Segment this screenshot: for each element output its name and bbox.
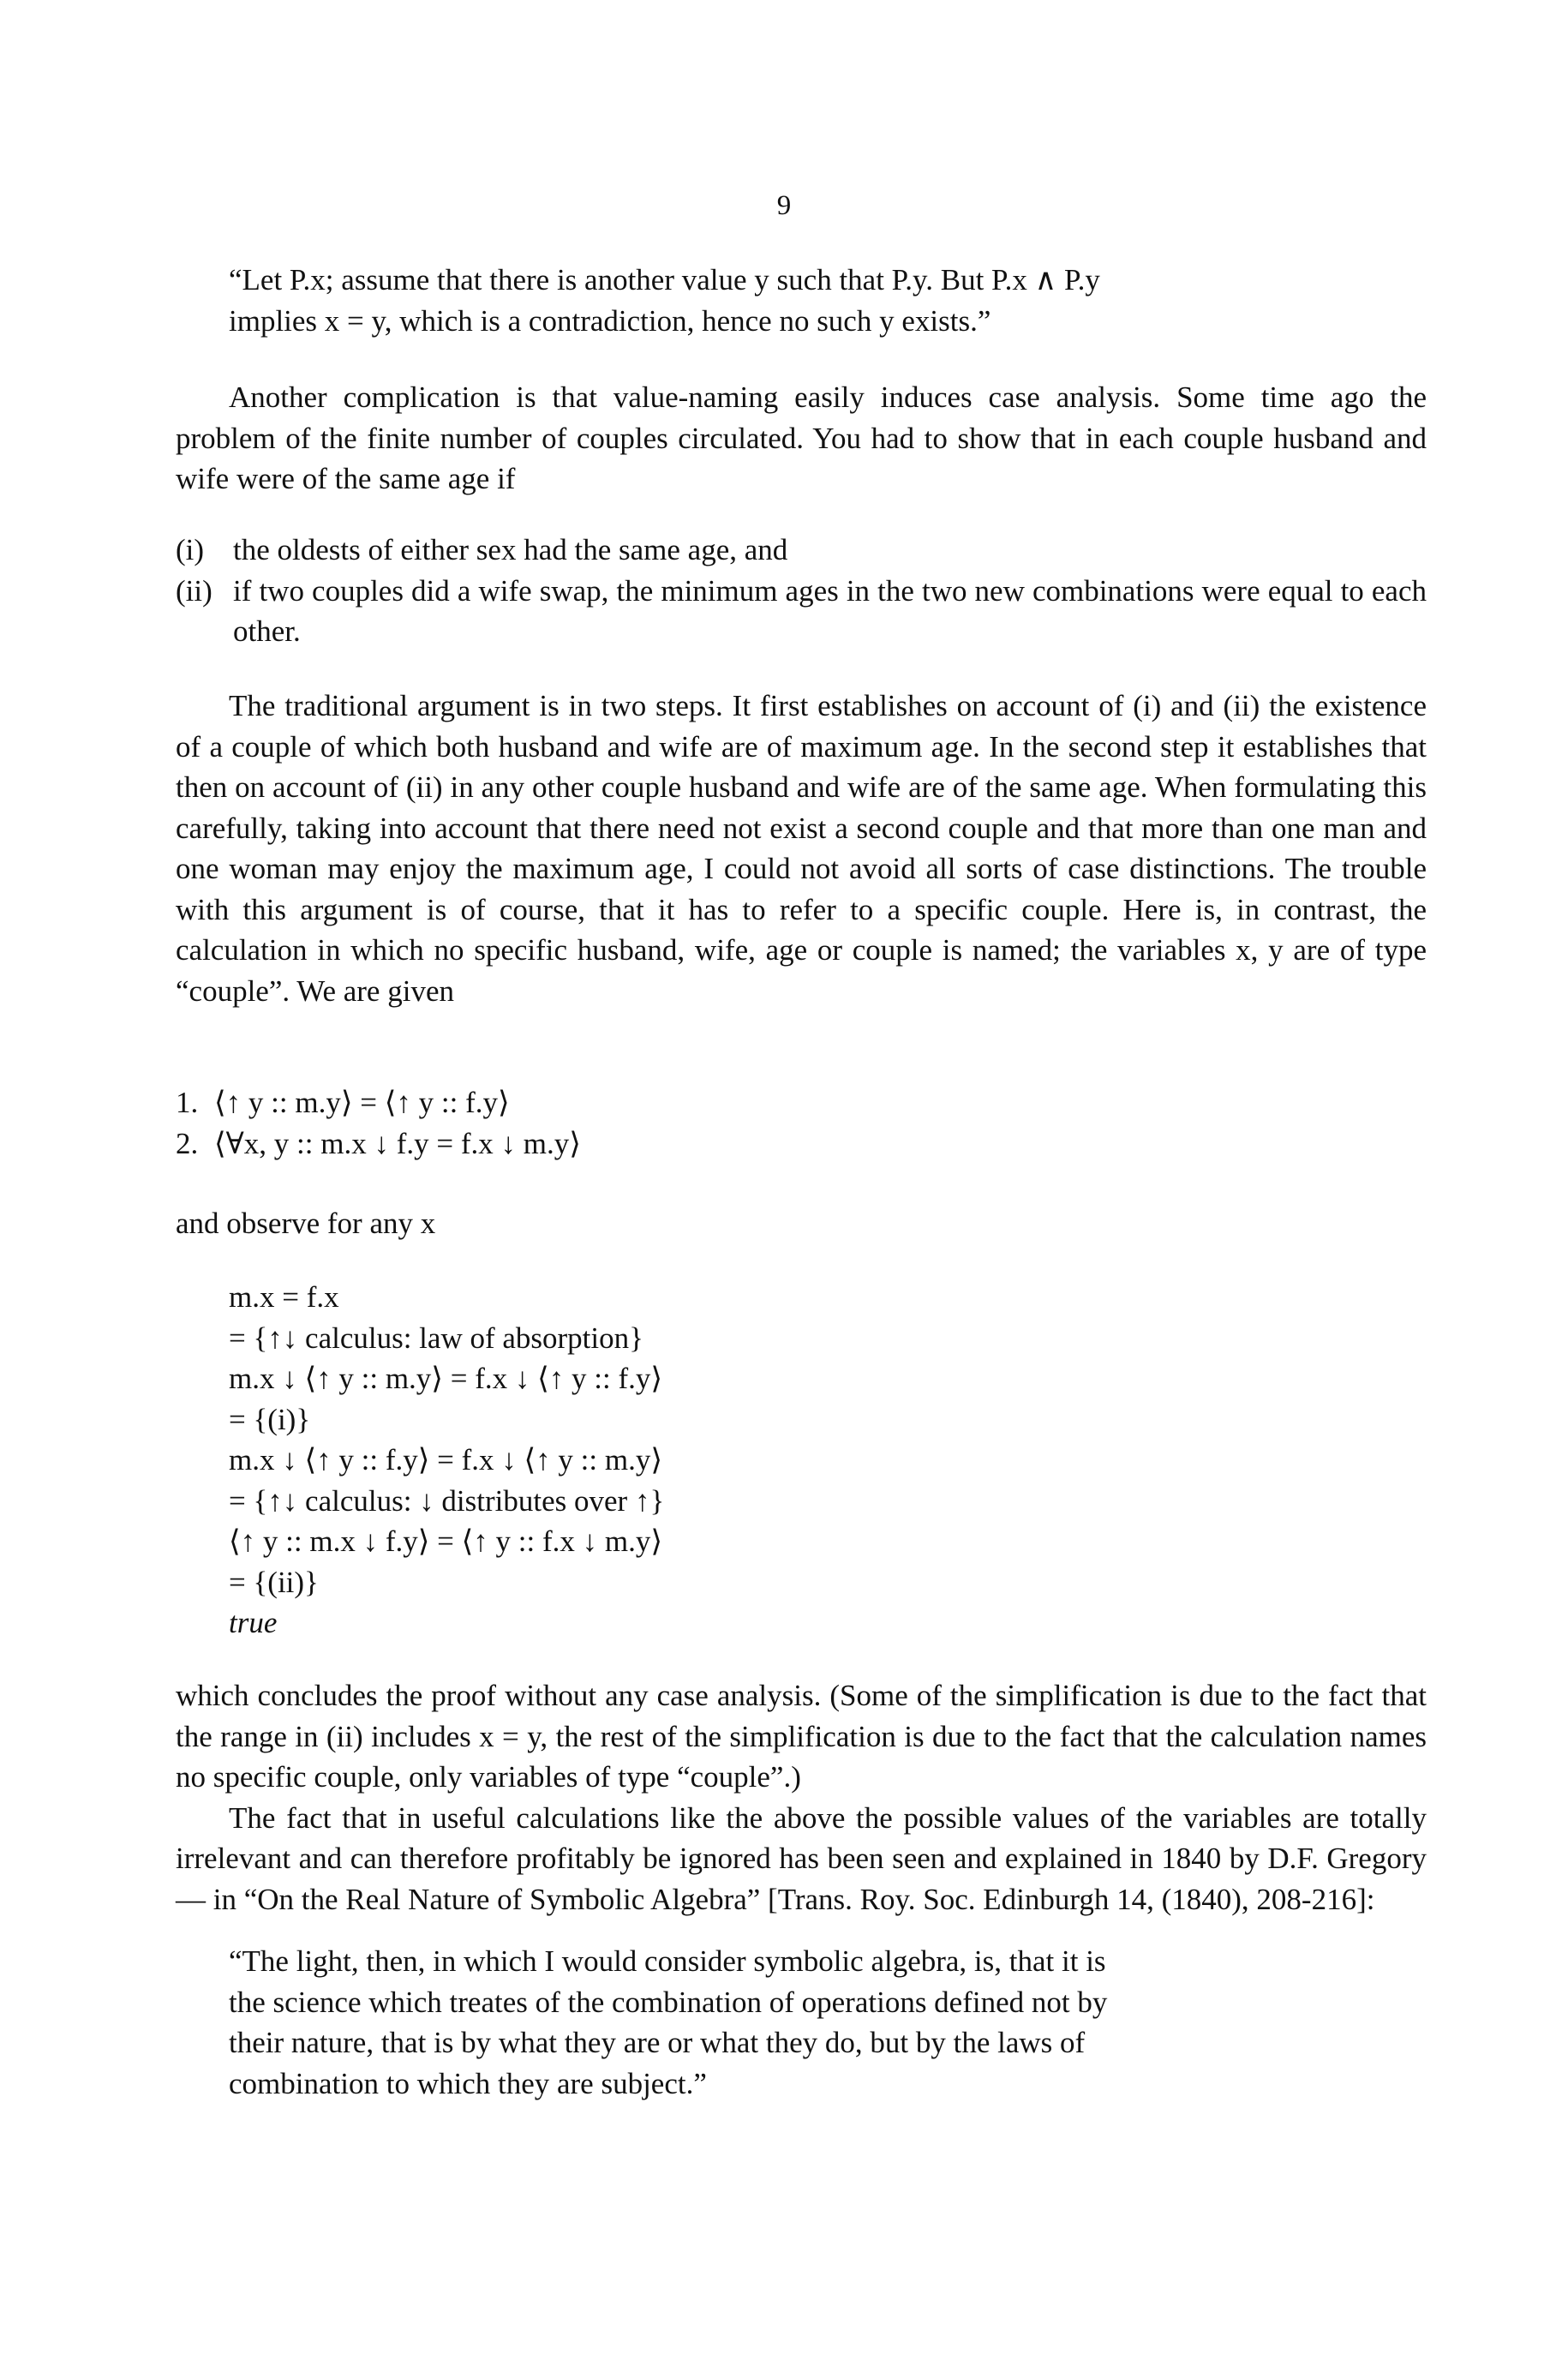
list-label: 2. [176,1126,199,1160]
quote-line: combination to which they are subject.” [229,2066,707,2100]
paragraph-conclusion [176,1675,1427,1920]
list-item [176,1123,1427,1165]
calc-step: m.x ↓ ⟨↑ y :: m.y⟩ = f.x ↓ ⟨↑ y :: f.y⟩ [229,1362,663,1395]
list-label: (ii) [176,573,212,608]
quote-line: their nature, that is by what they are or what they do, but by the laws of [229,2026,1086,2059]
givens-list [176,1082,1427,1164]
paragraph-text: The fact that in useful calculations like the above the possible values of the variables are totally irrelevant and can therefore profitably be ignored has been seen and explained in 1840 by D.F. Gregory — in “On the Real Nature of Symbolic Algebra” [Trans. Roy. Soc. Edinburgh 14, (1840), 208-216]: [176,1800,1427,1916]
calc-step: m.x = f.x [229,1280,339,1314]
paragraph-text: and observe for any x [176,1207,436,1240]
calc-result: true [229,1606,278,1639]
opening-quote [229,260,1427,341]
calc-step: ⟨↑ y :: m.x ↓ f.y⟩ = ⟨↑ y :: f.x ↓ m.y⟩ [229,1524,663,1558]
formula: ⟨∀x, y :: m.x ↓ f.y = f.x ↓ m.y⟩ [214,1126,581,1160]
page-number: 9 [776,190,792,221]
list-item [176,571,1427,652]
calc-hint: = {↑↓ calculus: ↓ distributes over ↑} [229,1483,665,1518]
paragraph-text: which concludes the proof without any case analysis. (Some of the simplification is due to the fact that the range in (ii) includes x = y, the rest of the simplification is due to the fact that the calculation names no specific couple, only variables of type “couple”.) [176,1679,1427,1794]
list-label: 1. [176,1086,199,1119]
formula: ⟨↑ y :: m.y⟩ = ⟨↑ y :: f.y⟩ [214,1086,510,1119]
paragraph-traditional-argument [176,686,1427,1011]
paragraph-observe [176,1203,1427,1244]
quote-line: “Let P.x; assume that there is another value y such that P.y. But P.x ∧ P.y [229,263,1100,297]
gregory-quote [229,1941,1385,2104]
calculation-block [229,1277,1480,1644]
paragraph-text: The traditional argument is in two steps. It first establishes on account of (i) and (ii) the existence of a couple of which both husband and wife are of maximum age. In the second step it establishes that then on account of (ii) in any other couple husband and wife are of the same age. When formulating this carefully, taking into account that there need not exist a second couple and that more than one man and one woman may enjoy the maximum age, I could not avoid all sorts of case distinctions. The trouble with this argument is of course, that it has to refer to a specific couple. Here is, in contrast, the calculation in which no specific husband, wife, age or couple is named; the variables x, y are of type “couple”. We are given [176,689,1427,1008]
list-text: the oldests of either sex had the same age, and [233,533,788,566]
calc-hint: = {↑↓ calculus: law of absorption} [229,1321,643,1355]
calc-step: m.x ↓ ⟨↑ y :: f.y⟩ = f.x ↓ ⟨↑ y :: m.y⟩ [229,1443,663,1477]
list-item [176,1082,1427,1123]
quote-line: implies x = y, which is a contradiction, hence no such y exists.” [229,303,991,338]
calc-hint: = {(i)} [229,1402,311,1436]
paragraph-case-analysis [176,377,1427,500]
list-label: (i) [176,533,205,566]
calc-hint: = {(ii)} [229,1565,319,1599]
list-text: if two couples did a wife swap, the minimum ages in the two new combinations were equal to each other. [233,573,1427,648]
quote-line: “The light, then, in which I would consider symbolic algebra, is, that it is [229,1944,1106,1978]
quote-line: the science which treates of the combination of operations defined not by [229,1985,1108,2019]
paragraph-text: Another complication is that value-naming easily induces case analysis. Some time ago the problem of the finite number of couples circulated. You had to show that in each couple husband and wife were of the same age if [176,380,1427,495]
list-item [176,530,1427,571]
conditions-list [176,530,1427,652]
